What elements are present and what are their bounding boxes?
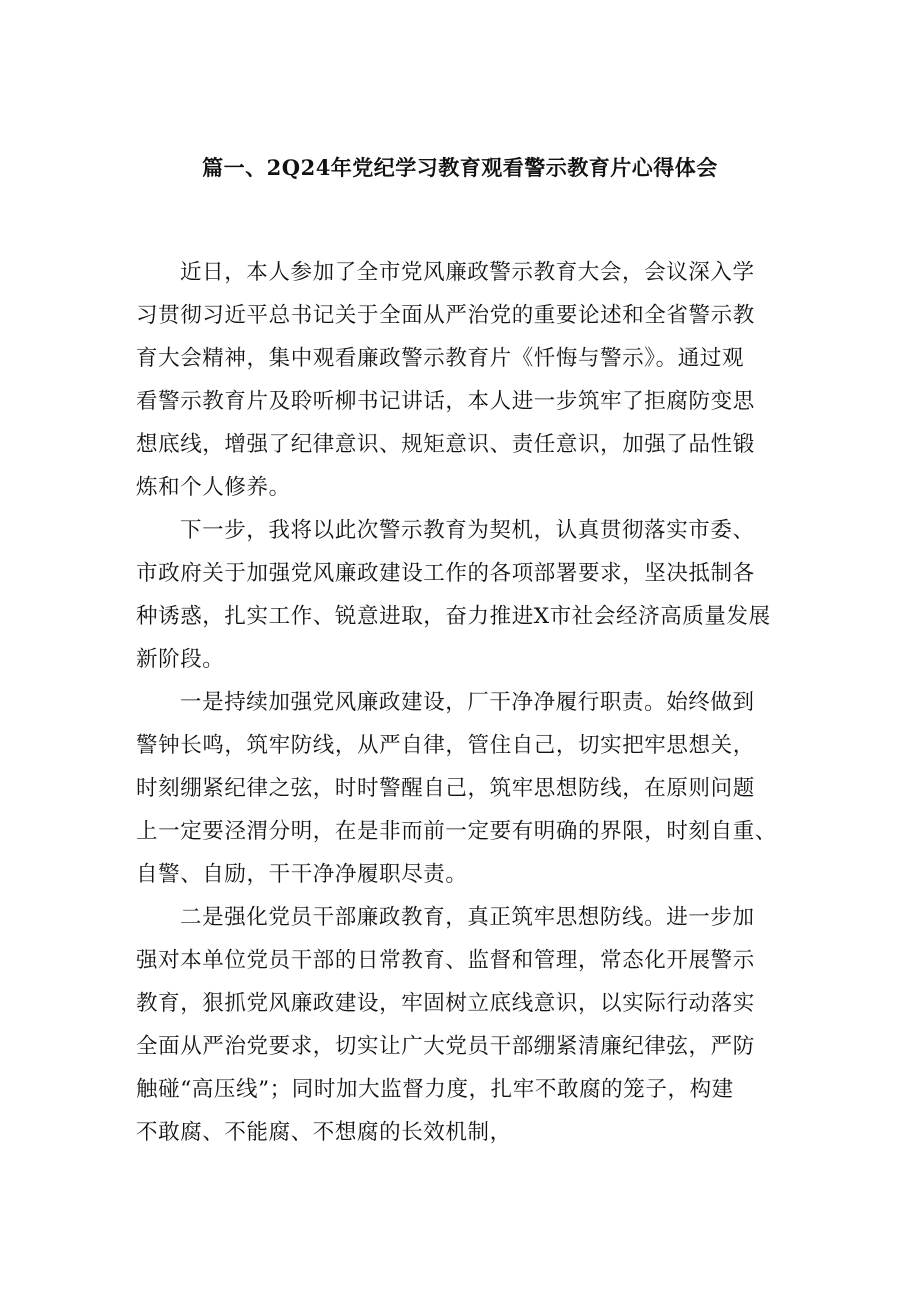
- paragraph-2: [136, 509, 796, 681]
- paragraph-line: 时刻绷紧纪律之弦，时时警醒自己，筑牢思想防线，在原则问题: [136, 776, 755, 801]
- paragraph-line: 市政府关于加强党风廉政建设工作的各项部署要求，坚决抵制各: [136, 561, 755, 586]
- paragraph-line: 习贯彻习近平总书记关于全面从严治党的重要论述和全省警示教: [136, 303, 755, 328]
- paragraph-line: 育大会精神，集中观看廉政警示教育片《忏悔与警示》。通过观: [136, 346, 745, 371]
- paragraph-line: 警钟长鸣，筑牢防线，从严自律，管住自己，切实把牢思想关，: [136, 733, 755, 758]
- paragraph-line: 自警、自励，干干净净履职尽责。: [136, 862, 468, 887]
- paragraph-3: [136, 681, 796, 896]
- paragraph-1: [136, 251, 796, 509]
- document-title: 篇一、2Q24年党纪学习教育观看警示教育片心得体会: [202, 155, 718, 180]
- paragraph-line: 炼和个人修养。: [136, 475, 291, 500]
- paragraph-line: 强对本单位党员干部的日常教育、监督和管理，常态化开展警示: [136, 948, 755, 973]
- document-body: [136, 251, 796, 1154]
- paragraph-line: 教育，狠抓党风廉政建设，牢固树立底线意识，以实际行动落实: [136, 991, 755, 1016]
- paragraph-line: 全面从严治党要求，切实让广大党员干部绷紧清廉纪律弦，严防: [136, 1034, 755, 1059]
- paragraph-line: 种诱惑，扎实工作、锐意进取，奋力推进X市社会经济高质量发展: [136, 604, 771, 629]
- paragraph-line: 一是持续加强党风廉政建设，厂干净净履行职责。始终做到: [180, 690, 755, 715]
- paragraph-line: 近日，本人参加了全市党风廉政警示教育大会，会议深入学: [180, 260, 755, 285]
- paragraph-line: 想底线，增强了纪律意识、规矩意识、责任意识，加强了品性锻: [136, 432, 755, 457]
- paragraph-line: 不敢腐、不能腐、不想腐的长效机制，: [136, 1120, 512, 1145]
- paragraph-line: 二是强化党员干部廉政教育，真正筑牢思想防线。进一步加: [180, 905, 755, 930]
- paragraph-line: 触碰“高压线”；同时加大监督力度，扎牢不敢腐的笼子，构建: [136, 1077, 734, 1102]
- paragraph-line: 下一步，我将以此次警示教育为契机，认真贯彻落实市委、: [180, 518, 755, 543]
- paragraph-4: [136, 896, 796, 1154]
- paragraph-line: 新阶段。: [136, 647, 225, 672]
- paragraph-line: 看警示教育片及聆听柳书记讲话，本人进一步筑牢了拒腐防变思: [136, 389, 755, 414]
- paragraph-line: 上一定要泾渭分明，在是非而前一定要有明确的界限，时刻自重、: [136, 819, 777, 844]
